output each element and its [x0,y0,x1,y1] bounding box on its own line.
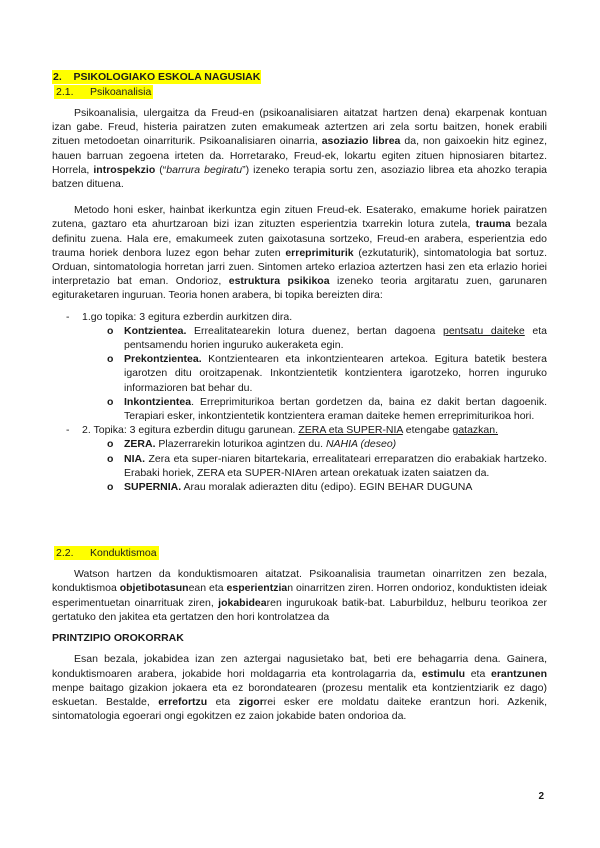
sub-item-kontzientea: o Kontzientea. Errealitatearekin lotura duenez, bertan dagoena pentsatu daiteke eta pentsamendu horien inguruko aukeraketa egin. [107,324,547,352]
bullet-icon: o [107,452,114,465]
section-number: 2. [53,71,62,83]
list-item-topika-1: - 1.go topika: 3 egitura ezberdin aurkitzen dira. [66,310,293,323]
subsection-number: 2.1. [56,86,74,98]
section-heading [52,70,547,85]
sub-item-inkontzientea: o Inkontzientea. Erreprimiturikoa bertan gordetzen da, baina ez dakit bertan dagoenik. Terapiari esker, inkontzientetik kontzientera eraman daiteke hemen erreprimiturikoa hori. [107,395,547,423]
paragraph-konduktismoa-intro: Watson hartzen da konduktismoaren aitatzat. Psikoanalisia traumetan oinarritzen zen bezala, konduktismoa objetibotasunean eta esperientzian oinarritzen ziren. Horren ondorioz, konduktisten ideiak esperimentuetan oinarrituak ziren, jokabidearen ingurukoak batik-bat. Laburbilduz, helburu teorikoa zer gertatuko den jakitea eta gertatzen den hori kontrolatzea da [52,568,547,623]
subsection-heading-konduktismoa [52,546,547,560]
paragraph-principles: Esan bezala, jokabidea izan zen aztergai nagusietako bat, beti ere behagarria dena. Gainera, konduktismoaren arabera, jokabide hori moldagarria eta kontrolagarria da, estimulu eta erantzunen menpe baitago gizakion jokaera eta ez borondatearen (prozesu mentalik eta kontzientziarik ez dago) eskuetan. Bestalde, errefortzu eta zigorrei esker ere moldatu daiteke erantzun hori. Azkenik, sintomatologia egoerari ongi egokitzen ez zaion jokabide baten ondorioa da. [52,653,548,723]
bullet-icon: o [107,324,114,337]
subsection-title: Konduktismoa [90,547,157,560]
list-item-topika-2: - 2. Topika: 3 egitura ezberdin ditugu garunean. ZERA eta SUPER-NIA etengabe gatazkan. [66,424,499,437]
bullet-icon: o [107,481,114,494]
bullet-icon: o [107,438,114,451]
sub-item-prekontzientea: o Prekontzientea. Kontzientearen eta inkontzientearen artekoa. Egitura batetik bestera igarotzen ditu oroitzapenak. Inkontzientetik kontzientera igarotzeko, horren inguruko informazioren bat behar du. [107,353,547,394]
sub-item-zera: o ZERA. Plazerrarekin loturikoa agintzen du. NAHIA (deseo) [107,438,397,451]
paragraph-psikoanalisia-intro: Psikoanalisia, ulergaitza da Freud-en (psikoanalisiaren aitatzat hartzen dena) ekarpenak kontuan izan gabe. Freud, histeria pairatzen zuten emakumeak aztertzen ari zela sortu baitzen, honek erabili zituen metodoetan oinarriturik. Psikoanalisiaren oinarria, asoziazio librea da, non gaixoekin hitz eginez, hauen barruan zegoena irteten da. Horretarako, Freud-ek, lokartu egiten zituen hipnosiaren bitartez. Horrela, introspekzio (“barrura begiratu”) izeneko terapia sortu zen, asoziazio librea eta ahozko terapia batzen dituena. [52,107,547,191]
principles-heading: PRINTZIPIO OROKORRAK [52,632,184,645]
bullet-icon: o [107,395,114,408]
subsection-heading-psikoanalisia [52,85,547,99]
page-number: 2 [538,791,544,802]
section-title: PSIKOLOGIAKO ESKOLA NAGUSIAK [73,71,261,83]
sub-item-nia: o NIA. Zera eta super-niaren bitartekaria, errealitateari erreparatzen dio erabakiak hartzeko. Erabaki horiek, ZERA eta SUPER-NIAren artean orekatuak izaten saiatzen da. [107,452,547,479]
document-page [52,70,547,723]
paragraph-freud-method: Metodo honi esker, hainbat ikerkuntza egin zituen Freud-ek. Esaterako, emakume horiek pairatzen zutena, gaztaro eta ahurtzaroan bizi izan zituzten esperientzia txarrekin lotura zutela, trauma bezala definitu zuena. Hala ere, emakumeek zuten gaixotasuna sortzeko, Freud-en arabera, esperientzia edo trauma horiek denbora luzez egon behar zuten erreprimiturik (ezkutaturik), sintomatologia bat sortuz. Orduan, sintomatologia horretan jarri zuen. Sintomen arteko erlazioa aztertzen hasi zen eta erlazio horiei interpretazio bat eman. Ondorioz, estruktura psikikoa izeneko teoria argitaratu zuen, garunaren egituraketaren inguruan. Teoria honen arabera, bi topika bereizten dira: [52,204,547,302]
subsection-title: Psikoanalisia [90,86,152,98]
subsection-number: 2.2. [56,547,74,560]
sub-item-supernia: o SUPERNIA. Arau moralak adierazten ditu (edipo). EGIN BEHAR DUGUNA [107,481,473,494]
bullet-icon: o [107,353,114,366]
